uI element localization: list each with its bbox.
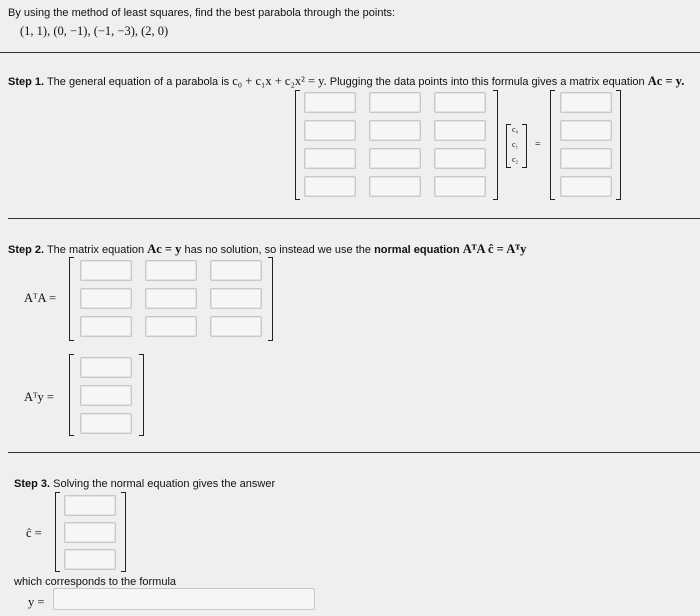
normal-equation: AᵀA ĉ = Aᵀy	[462, 242, 527, 256]
matrix-a-bracket-left	[295, 90, 300, 200]
chat-bracket-left	[55, 492, 60, 572]
aty-bracket-right	[139, 354, 144, 436]
matrix-a-cell[interactable]	[304, 176, 356, 197]
step2-eq1: Ac = y	[147, 242, 182, 256]
problem-points: (1, 1), (0, −1), (−1, −3), (2, 0)	[20, 24, 169, 38]
ata-cell[interactable]	[145, 316, 197, 337]
step2-label: Step 2.	[8, 244, 45, 256]
step1-text-b: Plugging the data points into this formula gives a matrix equation	[329, 76, 645, 88]
matrix-a-cell[interactable]	[304, 120, 356, 141]
vector-c-bracket-left	[506, 124, 511, 168]
step3-text: Solving the normal equation gives the answer	[53, 478, 276, 490]
ata-cell[interactable]	[145, 288, 197, 309]
problem-prompt: By using the method of least squares, find the best parabola through the points:	[8, 7, 396, 19]
ata-bracket-left	[69, 257, 74, 341]
aty-cell[interactable]	[80, 385, 132, 406]
divider	[0, 52, 700, 53]
matrix-a-cell[interactable]	[369, 92, 421, 113]
step2-text-a: The matrix equation	[46, 244, 145, 256]
matrix-a-bracket-right	[493, 90, 498, 200]
ata-cell[interactable]	[210, 316, 262, 337]
chat-bracket-right	[121, 492, 126, 572]
matrix-a-cell[interactable]	[304, 148, 356, 169]
vector-y-cell[interactable]	[560, 92, 612, 113]
ata-cell[interactable]	[80, 288, 132, 309]
matrix-a-cell[interactable]	[369, 148, 421, 169]
aty-cell[interactable]	[80, 357, 132, 378]
normal-equation-label: normal equation	[374, 244, 460, 256]
step2-instruction	[8, 242, 526, 257]
y-label: y =	[28, 595, 45, 609]
ata-cell[interactable]	[145, 260, 197, 281]
ata-cell[interactable]	[80, 316, 132, 337]
step1-text-a: The general equation of a parabola is	[46, 76, 230, 88]
chat-cell[interactable]	[64, 522, 116, 543]
vector-y-bracket-right	[616, 90, 621, 200]
formula-input[interactable]	[53, 588, 315, 610]
matrix-a-cell[interactable]	[434, 120, 486, 141]
chat-cell[interactable]	[64, 495, 116, 516]
ata-cell[interactable]	[80, 260, 132, 281]
aty-bracket-left	[69, 354, 74, 436]
matrix-a-cell[interactable]	[304, 92, 356, 113]
unknown-c0: c₀	[512, 125, 519, 134]
matrix-a-cell[interactable]	[434, 148, 486, 169]
formula-text: which corresponds to the formula	[14, 576, 177, 588]
aty-cell[interactable]	[80, 413, 132, 434]
ata-label: AᵀA =	[24, 291, 57, 305]
step2-text-b: has no solution, so instead we use the	[184, 244, 371, 256]
vector-y-cell[interactable]	[560, 120, 612, 141]
step1-instruction	[8, 74, 684, 89]
step3-label: Step 3.	[14, 478, 51, 490]
vector-y-bracket-left	[550, 90, 555, 200]
step3-instruction	[14, 478, 275, 490]
divider	[8, 452, 700, 453]
matrix-equation: Ac = y.	[647, 74, 685, 88]
ata-cell[interactable]	[210, 260, 262, 281]
equals-sign: =	[535, 139, 541, 150]
parabola-formula: c₀ + c₁x + c₂x² = y.	[232, 74, 327, 88]
step1-label: Step 1.	[8, 76, 45, 88]
unknown-c2: c₂	[512, 155, 519, 164]
divider	[8, 218, 700, 219]
ata-bracket-right	[268, 257, 273, 341]
aty-label: Aᵀy =	[24, 390, 54, 404]
vector-y-cell[interactable]	[560, 176, 612, 197]
c-hat-label: ĉ =	[26, 526, 42, 540]
ata-cell[interactable]	[210, 288, 262, 309]
matrix-a-cell[interactable]	[369, 120, 421, 141]
matrix-a-cell[interactable]	[369, 176, 421, 197]
matrix-a-cell[interactable]	[434, 92, 486, 113]
unknown-c1: c₁	[512, 140, 519, 149]
vector-c-bracket-right	[522, 124, 527, 168]
chat-cell[interactable]	[64, 549, 116, 570]
matrix-a-cell[interactable]	[434, 176, 486, 197]
vector-y-cell[interactable]	[560, 148, 612, 169]
